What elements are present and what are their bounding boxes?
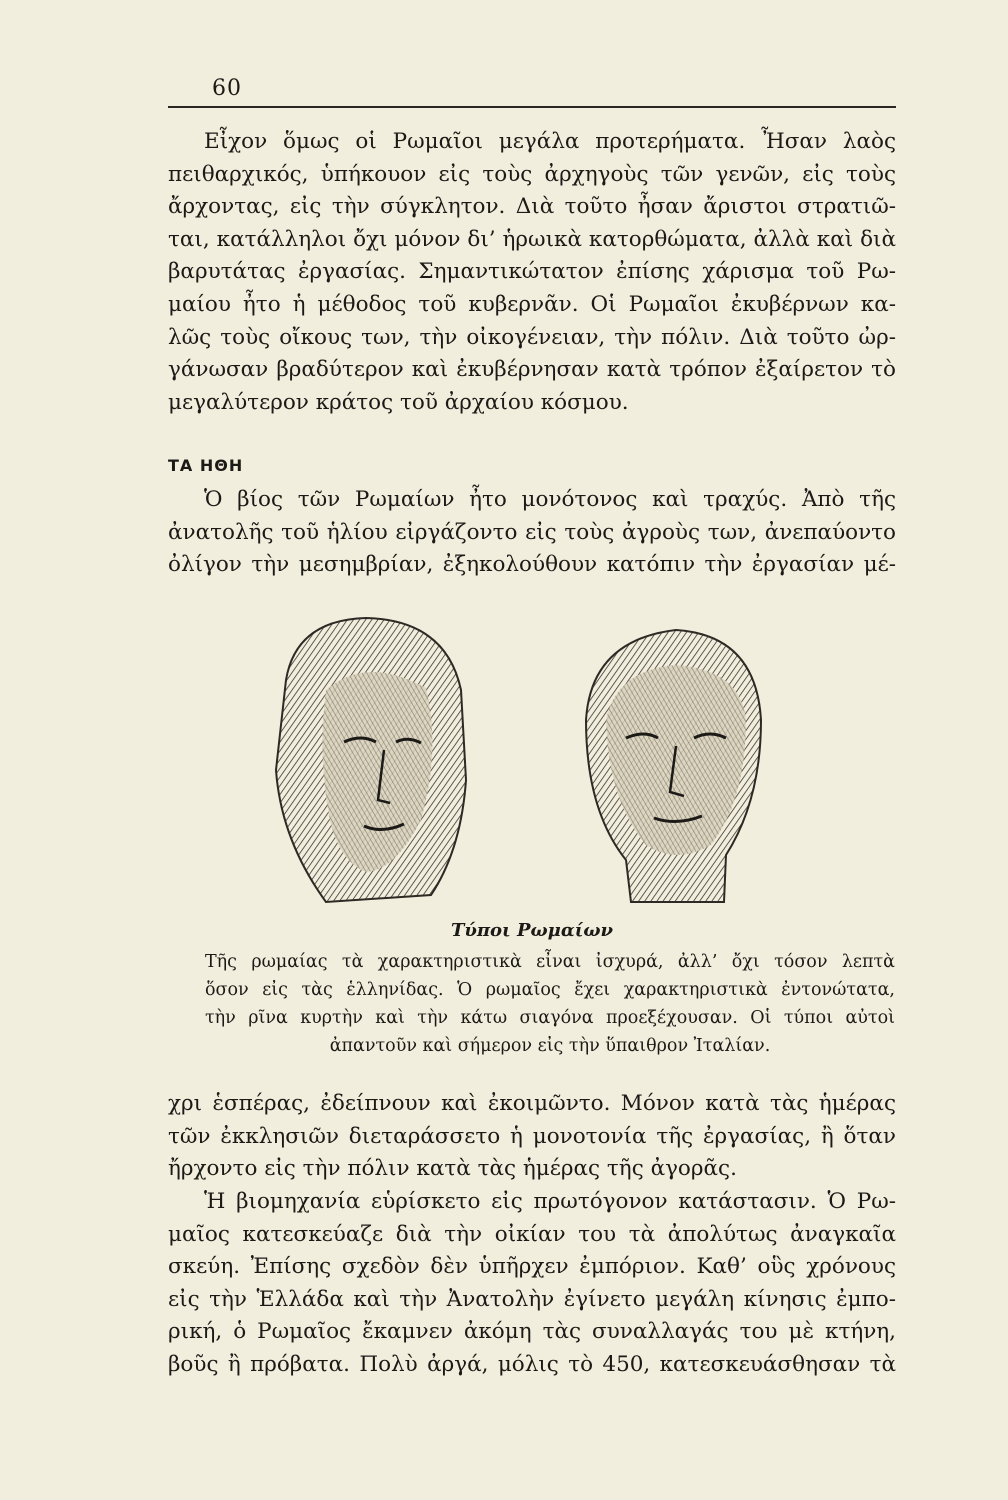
- text-line: χρι ἑσπέρας, ἐδείπνουν καὶ ἐκοιμῶντο. Μόνον κατὰ τὰς ἡμέρας: [168, 1091, 896, 1116]
- header-rule: [168, 106, 896, 108]
- caption-line: ὅσον εἰς τὰς ἑλληνίδας. Ὁ ρωμαῖος ἔχει χαρακτηριστικὰ ἐντονώτατα,: [205, 980, 895, 1000]
- text-line: ὀλίγον τὴν μεσημβρίαν, ἐξηκολούθουν κατόπιν τὴν ἐργασίαν μέ-: [168, 552, 896, 578]
- text-line: εἰς τὴν Ἑλλάδα καὶ τὴν Ἀνατολὴν ἐγίνετο μεγάλη κίνησις ἐμπο-: [168, 1286, 896, 1312]
- text-line: τῶν ἐκκλησιῶν διεταράσσετο ἡ μονοτονία τῆς ἐργασίας, ἢ ὅταν: [168, 1123, 896, 1149]
- text-line: μαίου ἦτο ἡ μέθοδος τοῦ κυβερνᾶν. Οἱ Ρωμαῖοι ἐκυβέρνων κα-: [168, 291, 896, 317]
- continuation-paragraph: [168, 1088, 896, 1186]
- text-line: Εἶχον ὅμως οἱ Ρωμαῖοι μεγάλα προτερήματα. Ἦσαν λαὸς: [204, 129, 896, 154]
- section-heading: ΤΑ ΗΘΗ: [168, 456, 244, 475]
- text-line: λῶς τοὺς οἴκους των, τὴν οἰκογένειαν, τὴν πόλιν. Διὰ τοῦτο ὠρ-: [168, 324, 896, 350]
- caption-line: τὴν ρῖνα κυρτὴν καὶ τὴν κάτω σιαγόνα προεξέχουσαν. Οἱ τύποι αὐτοὶ: [205, 1008, 895, 1028]
- industry-paragraph: [168, 1186, 896, 1382]
- text-line: γάνωσαν βραδύτερον καὶ ἐκυβέρνησαν κατὰ τρόπον ἐξαίρετον τὸ: [168, 357, 896, 383]
- text-line: Ὁ βίος τῶν Ρωμαίων ἦτο μονότονος καὶ τραχύς. Ἀπὸ τῆς: [204, 487, 896, 512]
- caption-line: ἀπαντοῦν καὶ σήμερον εἰς τὴν ὕπαιθρον Ἰταλίαν.: [329, 1036, 771, 1056]
- portrait-figure: [256, 610, 776, 910]
- text-line: πειθαρχικός, ὑπήκουον εἰς τοὺς ἀρχηγοὺς τῶν γενῶν, εἰς τοὺς: [168, 161, 896, 187]
- text-line: ἀνατολῆς τοῦ ἡλίου εἰργάζοντο εἰς τοὺς ἀγροὺς των, ἀνεπαύοντο: [168, 519, 896, 545]
- text-line: ται, κατάλληλοι ὄχι μόνον δι’ ἡρωικὰ κατορθώματα, ἀλλὰ καὶ διὰ: [168, 226, 896, 252]
- text-line: βοῦς ἢ πρόβατα. Πολὺ ἀργά, μόλις τὸ 450, κατεσκευάσθησαν τὰ: [168, 1351, 896, 1377]
- figure-caption-title: Τύποι Ρωμαίων: [450, 920, 614, 941]
- text-line: ρική, ὁ Ρωμαῖος ἔκαμνεν ἀκόμη τὰς συναλλαγάς του μὲ κτήνη,: [168, 1319, 896, 1345]
- figure-caption: [205, 948, 895, 1060]
- section-paragraph: [168, 484, 896, 582]
- roman-woman-portrait: [276, 618, 466, 902]
- text-line: ἄρχοντας, εἰς τὴν σύγκλητον. Διὰ τοῦτο ἦσαν ἄριστοι στρατιῶ-: [168, 194, 896, 220]
- text-line: σκεύη. Ἐπίσης σχεδὸν δὲν ὑπῆρχεν ἐμπόριον. Καθ’ οὓς χρόνους: [168, 1254, 896, 1280]
- roman-portraits-engraving: [256, 610, 776, 910]
- caption-line: Τῆς ρωμαίας τὰ χαρακτηριστικὰ εἶναι ἰσχυρά, ἀλλ’ ὄχι τόσον λεπτὰ: [205, 952, 895, 972]
- text-line: Ἡ βιομηχανία εὑρίσκετο εἰς πρωτόγονον κατάστασιν. Ὁ Ρω-: [204, 1189, 896, 1214]
- text-line: βαρυτάτας ἐργασίας. Σημαντικώτατον ἐπίσης χάρισμα τοῦ Ρω-: [168, 259, 896, 285]
- intro-paragraph: [168, 126, 896, 419]
- text-line: ἤρχοντο εἰς τὴν πόλιν κατὰ τὰς ἡμέρας τῆς ἀγορᾶς.: [168, 1156, 737, 1182]
- page-number: 60: [212, 76, 242, 101]
- text-line: μαῖος κατεσκεύαζε διὰ τὴν οἰκίαν του τὰ ἀπολύτως ἀναγκαῖα: [168, 1221, 896, 1247]
- text-line: μεγαλύτερον κράτος τοῦ ἀρχαίου κόσμου.: [168, 389, 629, 415]
- roman-man-portrait: [586, 630, 761, 902]
